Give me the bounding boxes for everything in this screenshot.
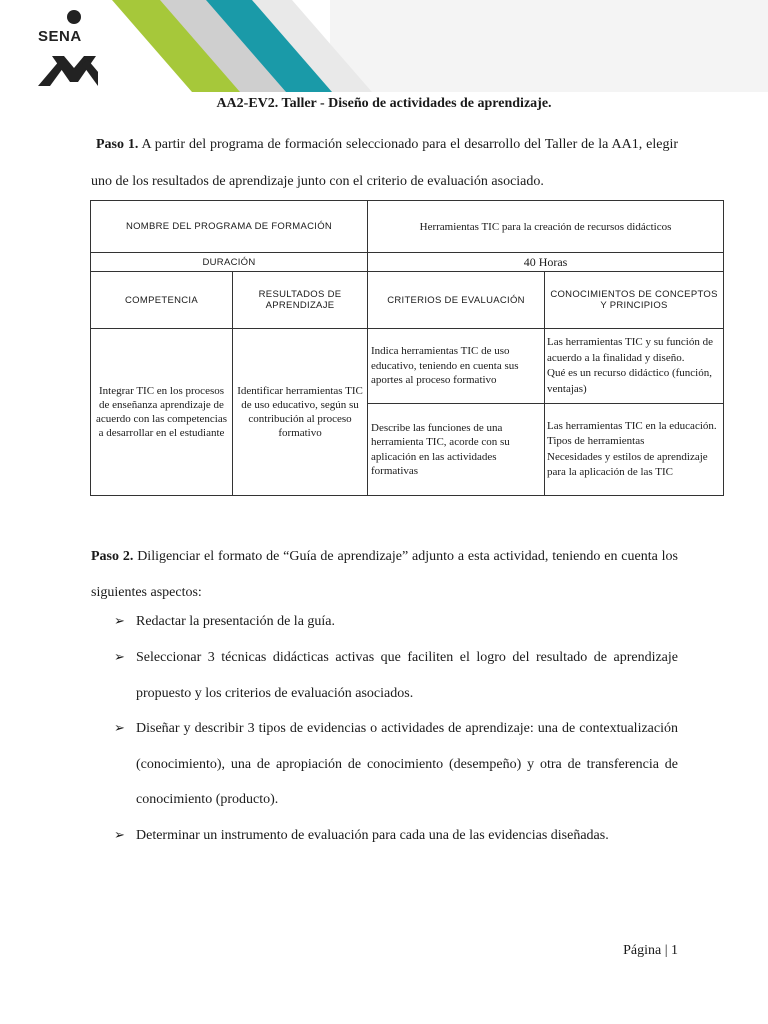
step-1-text: A partir del programa de formación seleccionado para el desarrollo del Taller de la AA1, elegir uno de los resultados de aprendizaje junto con el criterio de evaluación asociado. xyxy=(91,137,679,189)
step-2-paragraph xyxy=(91,539,678,611)
header-criterios: CRITERIOS DE EVALUACIÓN xyxy=(368,272,545,329)
sena-emblem-icon xyxy=(34,6,98,88)
duration-value: 40 Horas xyxy=(368,253,724,272)
arrow-bullet-icon: ➢ xyxy=(114,720,125,735)
header-conocimientos: CONOCIMIENTOS DE CONCEPTOS Y PRINCIPIOS xyxy=(545,272,724,329)
program-table xyxy=(90,200,724,496)
list-item-text: Diseñar y describir 3 tipos de evidencias o actividades de aprendizaje: una de contextualización (conocimiento), una de apropiación de conocimiento (desempeño) y otra de transferencia de conocimiento (producto). xyxy=(136,721,678,807)
conocimiento-1-line-2: Qué es un recurso didáctico (función, ventajas) xyxy=(547,367,712,395)
program-name-label: NOMBRE DEL PROGRAMA DE FORMACIÓN xyxy=(91,201,368,253)
resultado-cell: Identificar herramientas TIC de uso educativo, según su contribución al proceso formativo xyxy=(233,329,368,496)
duration-label: DURACIÓN xyxy=(91,253,368,272)
arrow-bullet-icon: ➢ xyxy=(114,649,125,664)
header-resultados: RESULTADOS DE APRENDIZAJE xyxy=(233,272,368,329)
program-name-value: Herramientas TIC para la creación de recursos didácticos xyxy=(368,201,724,253)
conocimiento-1-line-1: Las herramientas TIC y su función de acuerdo a la finalidad y diseño. xyxy=(547,336,713,364)
page-number: Página | 1 xyxy=(623,943,678,958)
logo-text: SENA xyxy=(38,28,82,45)
page-header xyxy=(0,0,768,95)
arrow-bullet-icon: ➢ xyxy=(114,827,125,842)
arrow-bullet-icon: ➢ xyxy=(114,613,125,628)
conocimiento-2-line-1: Las herramientas TIC en la educación. xyxy=(547,419,717,432)
list-item-text: Determinar un instrumento de evaluación para cada una de las evidencias diseñadas. xyxy=(136,828,609,843)
sena-logo xyxy=(34,6,98,93)
conocimiento-2-line-2: Tipos de herramientas xyxy=(547,435,645,447)
conocimiento-cell-2 xyxy=(545,404,724,496)
criterio-cell-2: Describe las funciones de una herramienta TIC, acorde con su aplicación en las actividades formativas xyxy=(368,404,545,496)
list-item-text: Redactar la presentación de la guía. xyxy=(136,614,336,629)
conocimiento-2-line-3: Necesidades y estilos de aprendizaje para la aplicación de las TIC xyxy=(547,450,708,478)
step-1-label: Paso 1. xyxy=(96,137,139,152)
criterio-cell-1: Indica herramientas TIC de uso educativo, teniendo en cuenta sus aportes al proceso formativo xyxy=(368,329,545,404)
step-2-label: Paso 2. xyxy=(91,549,134,564)
header-stripes xyxy=(0,0,768,95)
competencia-cell: Integrar TIC en los procesos de enseñanza aprendizaje de acuerdo con las competencias a desarrollar en el estudiante xyxy=(91,329,233,496)
step-1-paragraph xyxy=(91,126,678,200)
page-title: AA2-EV2. Taller - Diseño de actividades de aprendizaje. xyxy=(216,96,552,111)
header-competencia: COMPETENCIA xyxy=(91,272,233,329)
step-2-text: Diligenciar el formato de “Guía de aprendizaje” adjunto a esta actividad, teniendo en cuenta los siguientes aspectos: xyxy=(91,549,679,600)
conocimiento-cell-1 xyxy=(545,329,724,404)
list-item-text: Seleccionar 3 técnicas didácticas activas que faciliten el logro del resultado de aprendizaje propuesto y los criterios de evaluación asociados. xyxy=(136,650,678,701)
